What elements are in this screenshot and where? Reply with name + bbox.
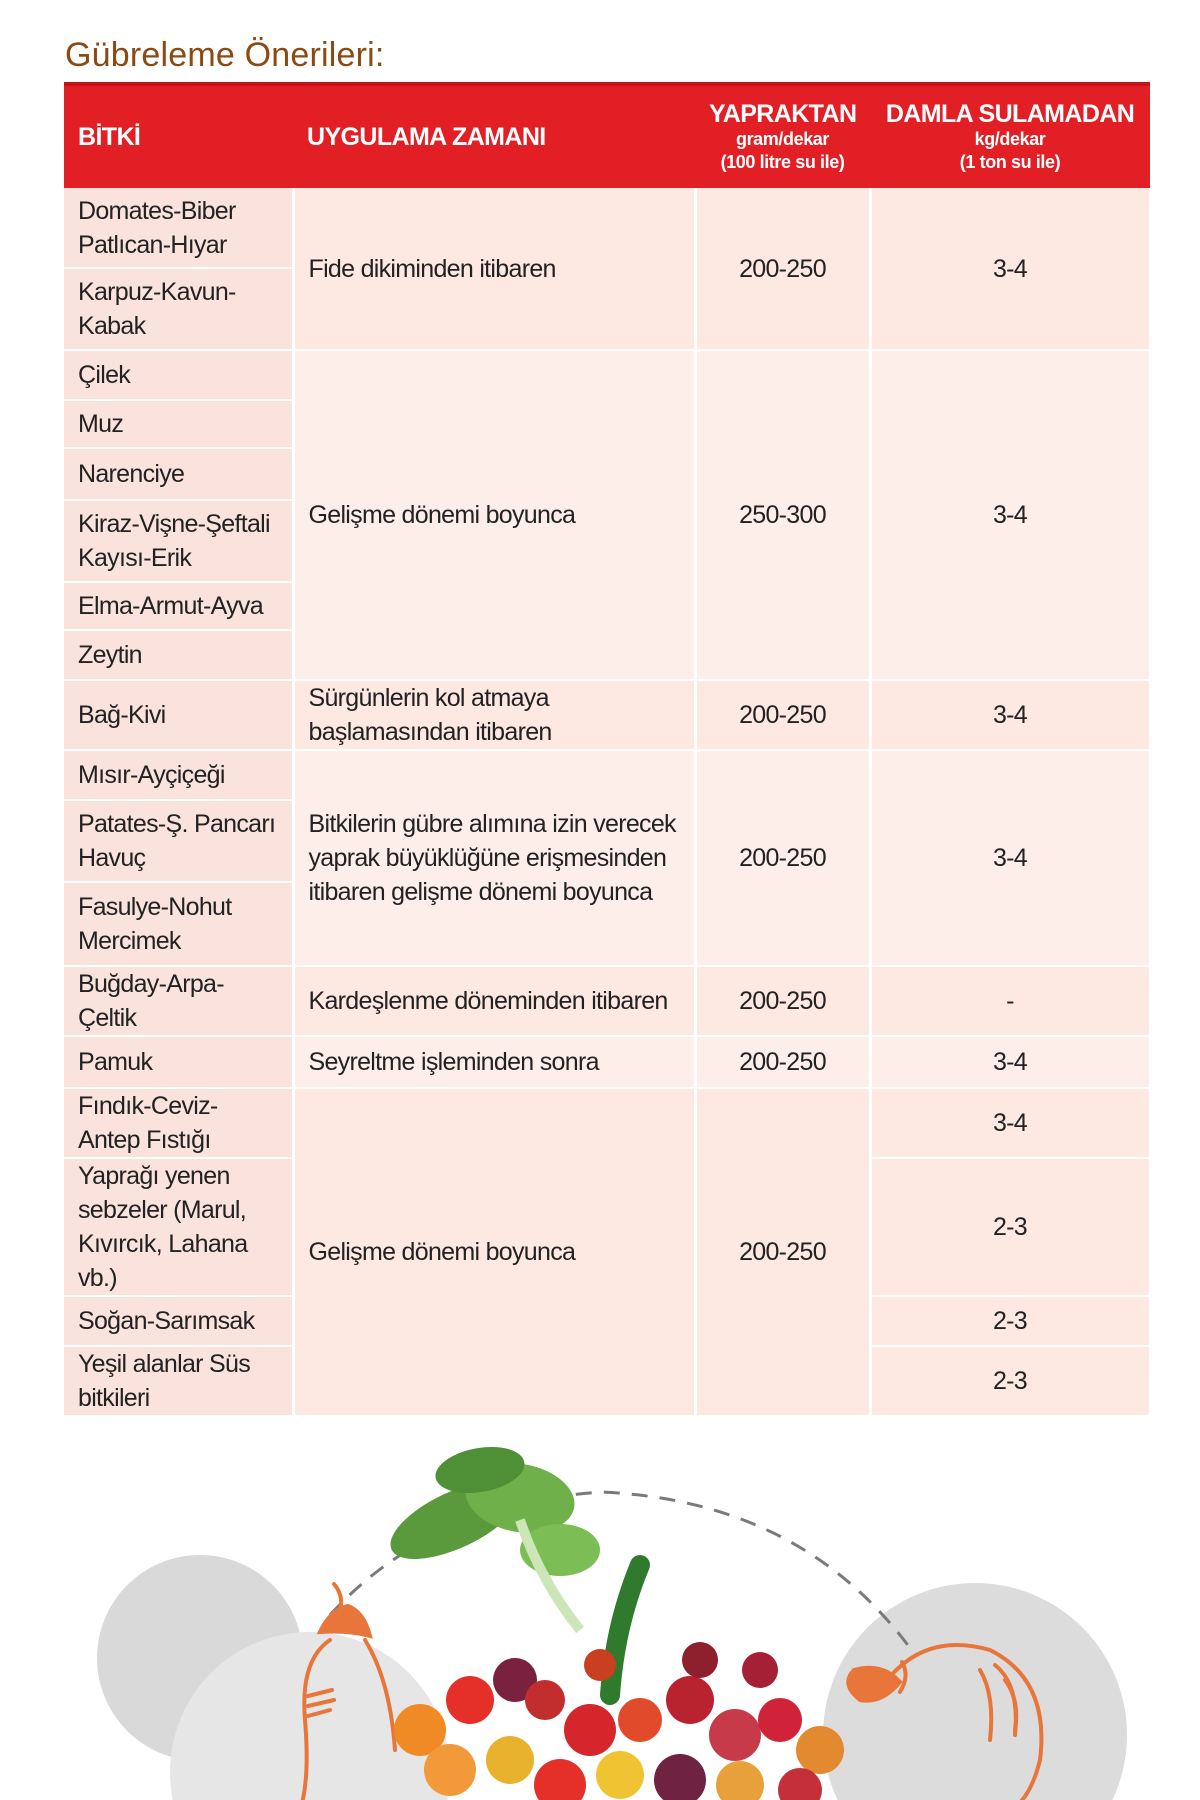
- table-row: [64, 966, 1150, 1036]
- header-drip: [870, 84, 1150, 188]
- time-cell: Gelişme dönemi boyunca: [293, 350, 695, 680]
- table-row: [64, 1088, 1150, 1158]
- leafy-greens: [380, 1441, 600, 1630]
- plant-cell: Muz: [64, 400, 293, 448]
- header-drip-label: DAMLA SULAMADAN: [885, 100, 1135, 128]
- plant-cell: Bağ-Kivi: [64, 680, 293, 750]
- cucumber: [610, 1565, 640, 1695]
- plant-cell: Zeytin: [64, 630, 293, 680]
- foliar-cell: 200-250: [695, 1036, 870, 1088]
- drip-cell: 2-3: [870, 1346, 1150, 1416]
- plant-cell: Kiraz-Vişne-Şeftali Kayısı-Erik: [64, 500, 293, 582]
- drip-cell: 3-4: [870, 680, 1150, 750]
- plant-cell: Fasulye-Nohut Mercimek: [64, 882, 293, 966]
- foliar-cell: 200-250: [695, 966, 870, 1036]
- table-header-row: [64, 84, 1150, 188]
- plant-cell: Narenciye: [64, 448, 293, 500]
- drip-cell: 2-3: [870, 1158, 1150, 1296]
- foliar-cell: 200-250: [695, 680, 870, 750]
- time-cell: Kardeşlenme döneminden itibaren: [293, 966, 695, 1036]
- plant-cell: Fındık-Ceviz-Antep Fıstığı: [64, 1088, 293, 1158]
- drip-cell: 2-3: [870, 1296, 1150, 1346]
- table-row: [64, 350, 1150, 400]
- header-plant: BİTKİ: [64, 84, 293, 188]
- plant-cell: Mısır-Ayçiçeği: [64, 750, 293, 800]
- time-cell: Seyreltme işleminden sonra: [293, 1036, 695, 1088]
- plant-cell: Karpuz-Kavun-Kabak: [64, 268, 293, 350]
- drip-cell: 3-4: [870, 188, 1150, 350]
- table-row: [64, 680, 1150, 750]
- foliar-cell: 250-300: [695, 350, 870, 680]
- header-drip-note: (1 ton su ile): [959, 152, 1061, 172]
- plant-cell: Yeşil alanlar Süs bitkileri: [64, 1346, 293, 1416]
- vegetables-illustration: [0, 1400, 1200, 1800]
- foliar-cell: 200-250: [695, 1088, 870, 1416]
- drip-cell: 3-4: [870, 350, 1150, 680]
- time-cell: Sürgünlerin kol atmaya başlamasından itibaren: [293, 680, 695, 750]
- foliar-cell: 200-250: [695, 750, 870, 966]
- plant-cell: Patates-Ş. Pancarı Havuç: [64, 800, 293, 882]
- header-foliar-label: YAPRAKTAN: [709, 100, 857, 128]
- header-foliar: [695, 84, 870, 188]
- header-foliar-note: (100 litre su ile): [720, 152, 845, 172]
- header-drip-unit: kg/dekar: [974, 129, 1046, 149]
- table-row: [64, 750, 1150, 800]
- table-row: [64, 188, 1150, 268]
- plant-cell: Çilek: [64, 350, 293, 400]
- time-cell: Fide dikiminden itibaren: [293, 188, 695, 350]
- drip-cell: 3-4: [870, 750, 1150, 966]
- plant-cell: Elma-Armut-Ayva: [64, 582, 293, 630]
- plant-cell: Domates-Biber Patlıcan-Hıyar: [64, 188, 293, 268]
- time-cell: Bitkilerin gübre alımına izin verecek yaprak büyüklüğüne erişmesinden itibaren gelişme dönemi boyunca: [293, 750, 695, 966]
- time-cell: Gelişme dönemi boyunca: [293, 1088, 695, 1416]
- header-foliar-unit: gram/dekar: [735, 129, 830, 149]
- plant-cell: Yaprağı yenen sebzeler (Marul, Kıvırcık, Lahana vb.): [64, 1158, 293, 1296]
- table-row: [64, 1036, 1150, 1088]
- drip-cell: 3-4: [870, 1036, 1150, 1088]
- drip-cell: -: [870, 966, 1150, 1036]
- drip-cell: 3-4: [870, 1088, 1150, 1158]
- fertilization-table-container: [64, 82, 1150, 1417]
- page-title: Gübreleme Önerileri:: [65, 36, 385, 74]
- plant-cell: Soğan-Sarımsak: [64, 1296, 293, 1346]
- fertilization-table: [64, 82, 1152, 1417]
- plant-cell: Buğday-Arpa-Çeltik: [64, 966, 293, 1036]
- plant-cell: Pamuk: [64, 1036, 293, 1088]
- foliar-cell: 200-250: [695, 188, 870, 350]
- header-application-time: UYGULAMA ZAMANI: [293, 84, 695, 188]
